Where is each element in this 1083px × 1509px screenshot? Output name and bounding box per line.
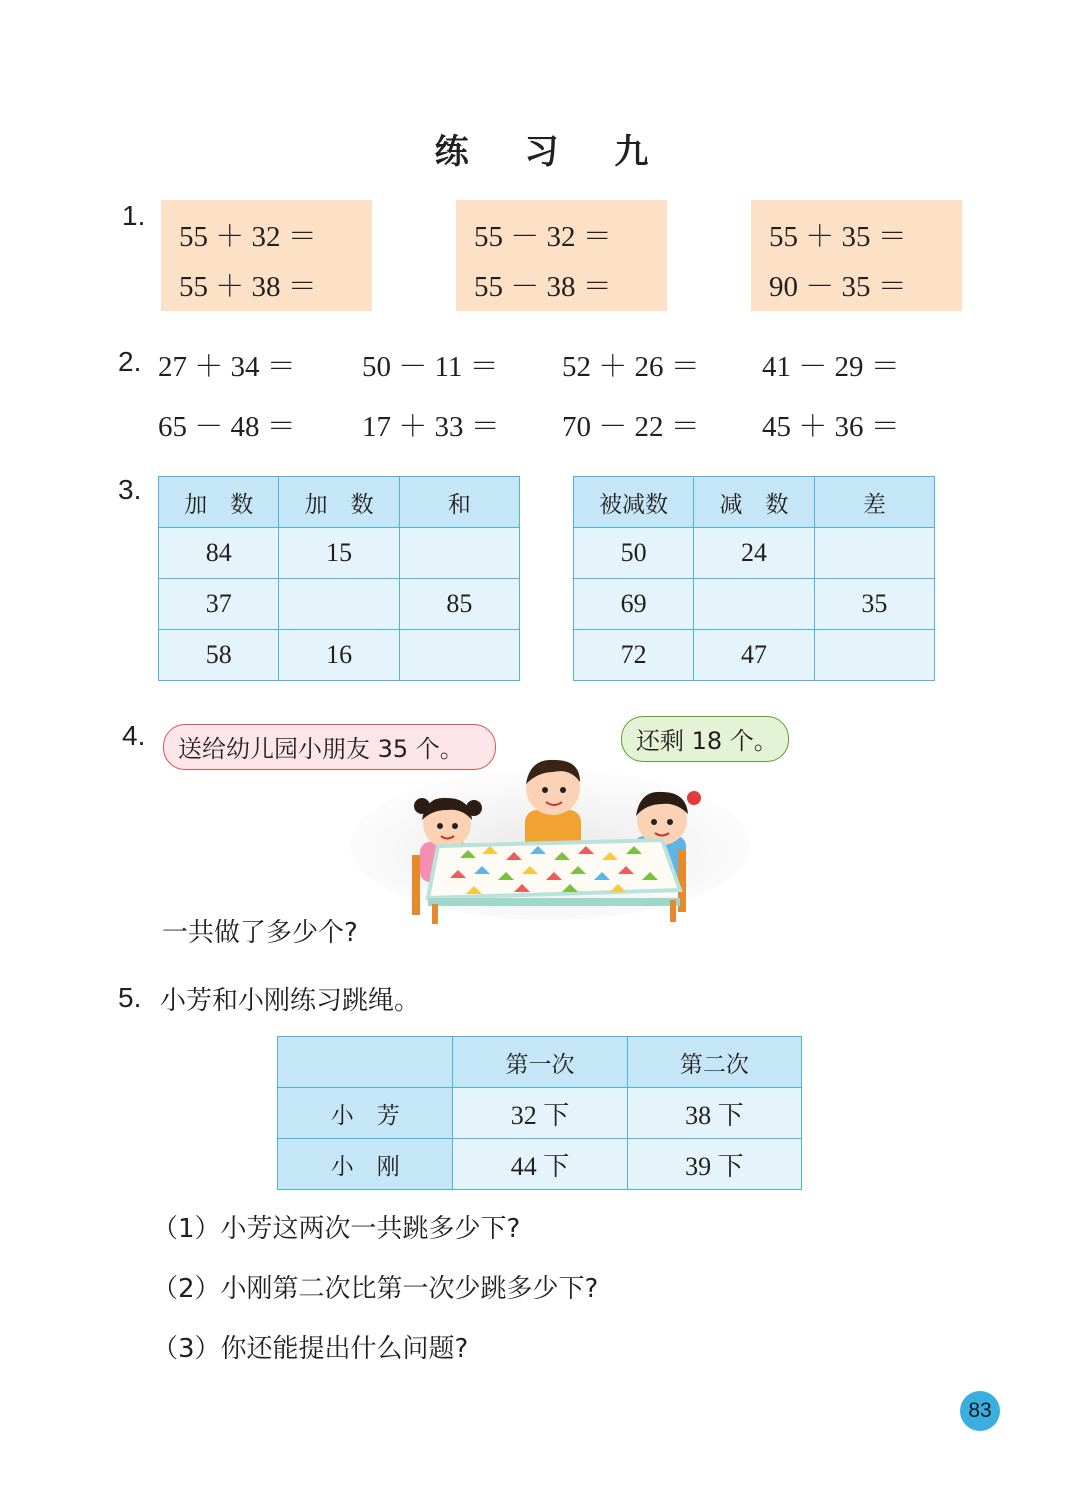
subtraction-table bbox=[573, 476, 935, 681]
table-cell: 16 bbox=[279, 630, 399, 681]
speech-bubble-right: 还剩 18 个。 bbox=[621, 716, 789, 762]
table-header: 加 数 bbox=[279, 477, 399, 528]
table-cell bbox=[694, 579, 814, 630]
row-header: 小 刚 bbox=[278, 1139, 453, 1190]
equation: 55 ＋ 38 ＝ bbox=[179, 271, 317, 303]
jump-rope-table bbox=[277, 1036, 802, 1190]
table-cell: 15 bbox=[279, 528, 399, 579]
table-cell bbox=[814, 630, 934, 681]
question-3-number: 3. bbox=[118, 474, 142, 505]
equation: 55 ＋ 32 ＝ bbox=[179, 221, 317, 253]
equation: 17 ＋ 33 ＝ bbox=[362, 411, 500, 443]
equation: 90 － 35 ＝ bbox=[769, 271, 907, 303]
table-cell bbox=[399, 528, 519, 579]
sub-question-2: （2）小刚第二次比第一次少跳多少下? bbox=[152, 1274, 599, 1304]
table-header: 第二次 bbox=[627, 1037, 801, 1088]
question-4-text: 一共做了多少个? bbox=[162, 918, 358, 948]
table-row bbox=[574, 528, 935, 579]
table-row bbox=[159, 579, 520, 630]
equation: 70 － 22 ＝ bbox=[562, 411, 700, 443]
table-cell: 69 bbox=[574, 579, 694, 630]
table-cell: 50 bbox=[574, 528, 694, 579]
q1-box-2 bbox=[456, 200, 667, 311]
page-title: 练 习 九 bbox=[434, 132, 671, 172]
table-header: 和 bbox=[399, 477, 519, 528]
table-row bbox=[159, 630, 520, 681]
table-header: 差 bbox=[814, 477, 934, 528]
table-cell: 39 下 bbox=[627, 1139, 801, 1190]
table-cell bbox=[279, 579, 399, 630]
equation: 55 － 32 ＝ bbox=[474, 221, 612, 253]
table-row bbox=[574, 579, 935, 630]
table-cell: 44 下 bbox=[453, 1139, 627, 1190]
table-cell: 85 bbox=[399, 579, 519, 630]
table-cell: 72 bbox=[574, 630, 694, 681]
equation: 50 － 11 ＝ bbox=[362, 351, 499, 383]
table-row bbox=[278, 1088, 802, 1139]
table-row bbox=[159, 528, 520, 579]
question-2-number: 2. bbox=[118, 346, 142, 377]
table-header bbox=[278, 1037, 453, 1088]
table-cell: 84 bbox=[159, 528, 279, 579]
equation: 52 ＋ 26 ＝ bbox=[562, 351, 700, 383]
equation: 55 － 38 ＝ bbox=[474, 271, 612, 303]
equation: 45 ＋ 36 ＝ bbox=[762, 411, 900, 443]
equation: 27 ＋ 34 ＝ bbox=[158, 351, 296, 383]
q1-box-3 bbox=[751, 200, 962, 311]
children-making-dumplings-illustration bbox=[350, 750, 750, 925]
q1-box-1 bbox=[161, 200, 372, 311]
equation: 41 － 29 ＝ bbox=[762, 351, 900, 383]
row-header: 小 芳 bbox=[278, 1088, 453, 1139]
question-5-number: 5. bbox=[118, 982, 142, 1013]
equation: 65 － 48 ＝ bbox=[158, 411, 296, 443]
table-header: 被减数 bbox=[574, 477, 694, 528]
question-5-intro: 小芳和小刚练习跳绳。 bbox=[160, 986, 421, 1016]
sub-question-3: （3）你还能提出什么问题? bbox=[152, 1334, 469, 1364]
table-header: 加 数 bbox=[159, 477, 279, 528]
question-1-number: 1. bbox=[122, 200, 146, 231]
table-cell: 32 下 bbox=[453, 1088, 627, 1139]
table-cell bbox=[399, 630, 519, 681]
addition-table bbox=[158, 476, 520, 681]
question-4-number: 4. bbox=[122, 720, 146, 751]
table-cell: 47 bbox=[694, 630, 814, 681]
table-cell: 38 下 bbox=[627, 1088, 801, 1139]
speech-bubble-left: 送给幼儿园小朋友 35 个。 bbox=[163, 724, 496, 770]
table-header: 减 数 bbox=[694, 477, 814, 528]
equation: 55 ＋ 35 ＝ bbox=[769, 221, 907, 253]
table-row bbox=[574, 630, 935, 681]
page-number-badge: 83 bbox=[960, 1391, 1000, 1431]
table-cell: 35 bbox=[814, 579, 934, 630]
table-row bbox=[278, 1139, 802, 1190]
table-header: 第一次 bbox=[453, 1037, 627, 1088]
table-cell: 37 bbox=[159, 579, 279, 630]
table-cell: 24 bbox=[694, 528, 814, 579]
table-cell bbox=[814, 528, 934, 579]
table-cell: 58 bbox=[159, 630, 279, 681]
sub-question-1: （1）小芳这两次一共跳多少下? bbox=[152, 1214, 521, 1244]
